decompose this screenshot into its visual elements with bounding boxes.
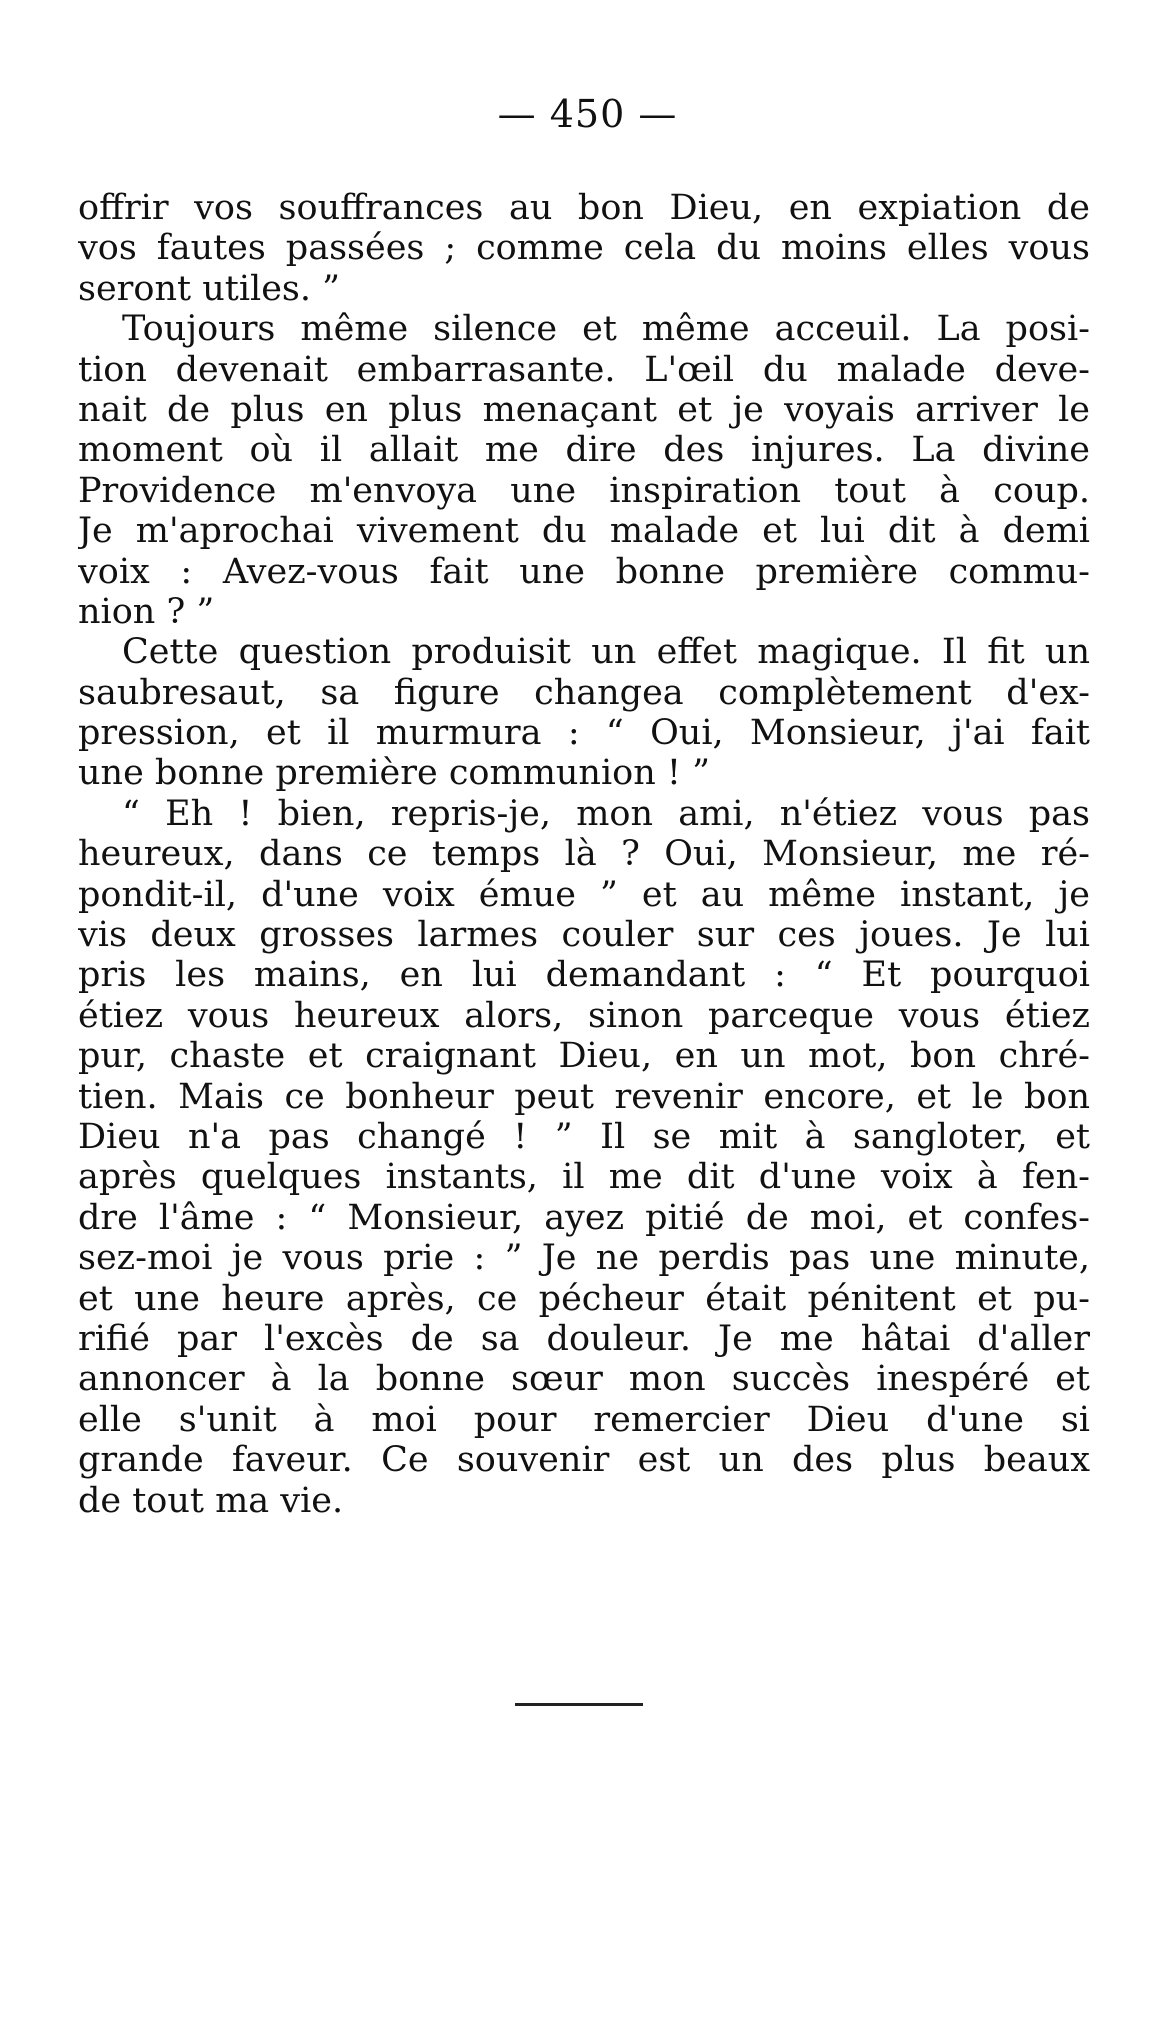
text-line: étiez vous heureux alors, sinon parceque vous étiez [78, 995, 1090, 1036]
paragraph-start-line: Cette question produisit un effet magique. Il fit un [122, 632, 1090, 673]
text-line: heureux, dans ce temps là ? Oui, Monsieur, me ré- [78, 834, 1090, 875]
text-line: une bonne première communion ! ” [78, 753, 710, 794]
body-text [78, 188, 1090, 1521]
text-line: nait de plus en plus menaçant et je voyais arriver le [78, 389, 1090, 430]
text-line: sez-moi je vous prie : ” Je ne perdis pas une minute, [78, 1238, 1090, 1279]
paragraph-start-line: Toujours même silence et même acceuil. La posi- [122, 309, 1090, 350]
text-line: de tout ma vie. [78, 1480, 344, 1521]
text-line: pression, et il murmura : “ Oui, Monsieur, j'ai fait [78, 713, 1090, 754]
text-line: pris les mains, en lui demandant : “ Et pourquoi [78, 955, 1090, 996]
paragraph-start-line: “ Eh ! bien, repris-je, mon ami, n'étiez vous pas [122, 793, 1090, 834]
text-line: tien. Mais ce bonheur peut revenir encore, et le bon [78, 1076, 1090, 1117]
text-line: Je m'aprochai vivement du malade et lui dit à demi [78, 511, 1090, 552]
text-line: dre l'âme : “ Monsieur, ayez pitié de moi, et confes- [78, 1197, 1090, 1238]
text-line: saubresaut, sa figure changea complètement d'ex- [78, 672, 1090, 713]
text-line: voix : Avez-vous fait une bonne première commu- [78, 551, 1090, 592]
text-line: nion ? ” [78, 591, 215, 632]
text-line: et une heure après, ce pécheur était pénitent et pu- [78, 1278, 1090, 1319]
text-line: vis deux grosses larmes couler sur ces joues. Je lui [78, 915, 1090, 956]
text-line: grande faveur. Ce souvenir est un des plus beaux [78, 1440, 1090, 1481]
text-line: vos fautes passées ; comme cela du moins elles vous [78, 228, 1090, 269]
text-line: moment où il allait me dire des injures. La divine [78, 430, 1090, 471]
text-line: offrir vos souffrances au bon Dieu, en expiation de [78, 188, 1090, 228]
text-line: Providence m'envoya une inspiration tout à coup. [78, 470, 1090, 511]
text-line: pondit-il, d'une voix émue ” et au même instant, je [78, 874, 1090, 915]
text-line: seront utiles. ” [78, 268, 341, 309]
text-line: Dieu n'a pas changé ! ” Il se mit à sangloter, et [78, 1116, 1090, 1157]
text-line: pur, chaste et craignant Dieu, en un mot, bon chré- [78, 1036, 1090, 1077]
text-line: après quelques instants, il me dit d'une voix à fen- [78, 1157, 1090, 1198]
page-number: — 450 — [497, 92, 678, 136]
text-line: rifié par l'excès de sa douleur. Je me hâtai d'aller [78, 1318, 1090, 1359]
text-line: elle s'unit à moi pour remercier Dieu d'une si [78, 1399, 1090, 1440]
text-line: annoncer à la bonne sœur mon succès inespéré et [78, 1359, 1090, 1400]
text-line: tion devenait embarrasante. L'œil du malade deve- [78, 349, 1090, 390]
end-of-section-rule [515, 1703, 643, 1706]
